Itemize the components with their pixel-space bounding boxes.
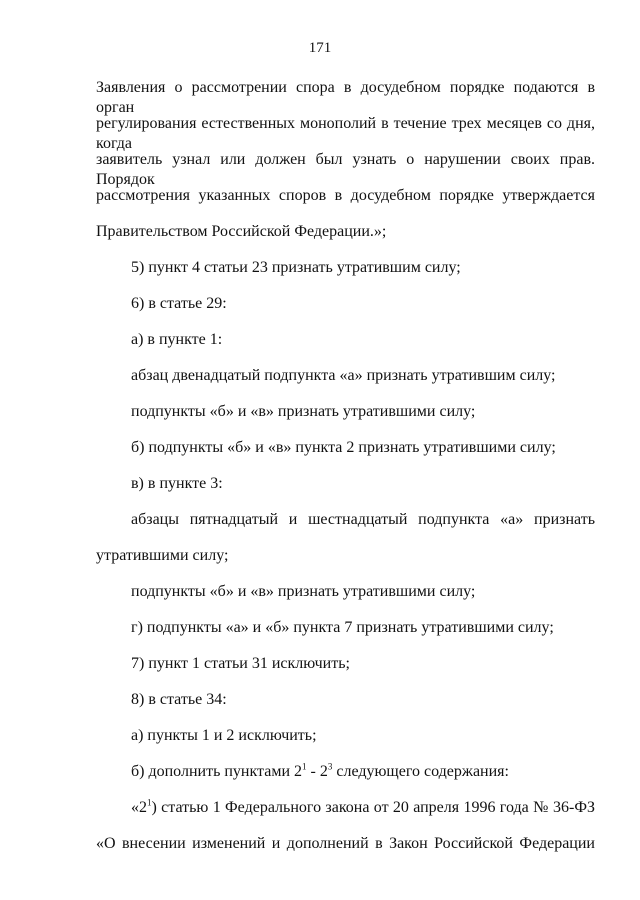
- text-fragment: ) статью 1 Федерального закона от 20 апреля 1996 года № 36-ФЗ: [151, 799, 595, 816]
- paragraph-line: заявитель узнал или должен был узнать о нарушении своих прав. Порядок: [96, 151, 595, 188]
- list-item: подпункты «б» и «в» признать утратившими силу;: [131, 583, 476, 600]
- list-item: г) подпункты «а» и «б» пункта 7 признать утратившими силу;: [131, 619, 554, 636]
- list-item: [131, 798, 595, 818]
- list-item: абзац двенадцатый подпункта «а» признать утратившим силу;: [131, 367, 556, 384]
- list-item: а) пункты 1 и 2 исключить;: [131, 727, 317, 744]
- list-item: 5) пункт 4 статьи 23 признать утратившим силу;: [131, 259, 461, 276]
- list-item: 8) в статье 34:: [131, 691, 227, 708]
- text-fragment: «2: [131, 799, 147, 816]
- text-fragment: следующего содержания:: [332, 763, 509, 780]
- superscript: 1: [302, 761, 307, 772]
- paragraph-line: регулирования естественных монополий в течение трех месяцев со дня, когда: [96, 115, 595, 152]
- list-item: подпункты «б» и «в» признать утратившими силу;: [131, 403, 476, 420]
- page-number: 171: [308, 40, 332, 56]
- list-item: б) подпункты «б» и «в» пункта 2 признать утратившими силу;: [131, 439, 556, 456]
- paragraph-line: Заявления о рассмотрении спора в досудебном порядке подаются в орган: [96, 79, 595, 116]
- paragraph-line: утратившими силу;: [96, 547, 229, 564]
- text-fragment: - 2: [306, 763, 328, 780]
- text-fragment: б) дополнить пунктами 2: [131, 763, 303, 780]
- paragraph-line: рассмотрения указанных споров в досудебном порядке утверждается: [96, 187, 595, 204]
- list-item: 7) пункт 1 статьи 31 исключить;: [131, 655, 350, 672]
- superscript: 1: [147, 797, 152, 808]
- list-item: [131, 762, 509, 782]
- superscript: 3: [327, 761, 333, 772]
- list-item: в) в пункте 3:: [131, 475, 223, 492]
- paragraph-line: Правительством Российской Федерации.»;: [96, 223, 387, 240]
- list-item: а) в пункте 1:: [131, 331, 223, 348]
- list-item: абзацы пятнадцатый и шестнадцатый подпункта «а» признать: [131, 511, 595, 528]
- paragraph-line: «О внесении изменений и дополнений в Закон Российской Федерации: [96, 835, 595, 852]
- list-item: 6) в статье 29:: [131, 295, 227, 312]
